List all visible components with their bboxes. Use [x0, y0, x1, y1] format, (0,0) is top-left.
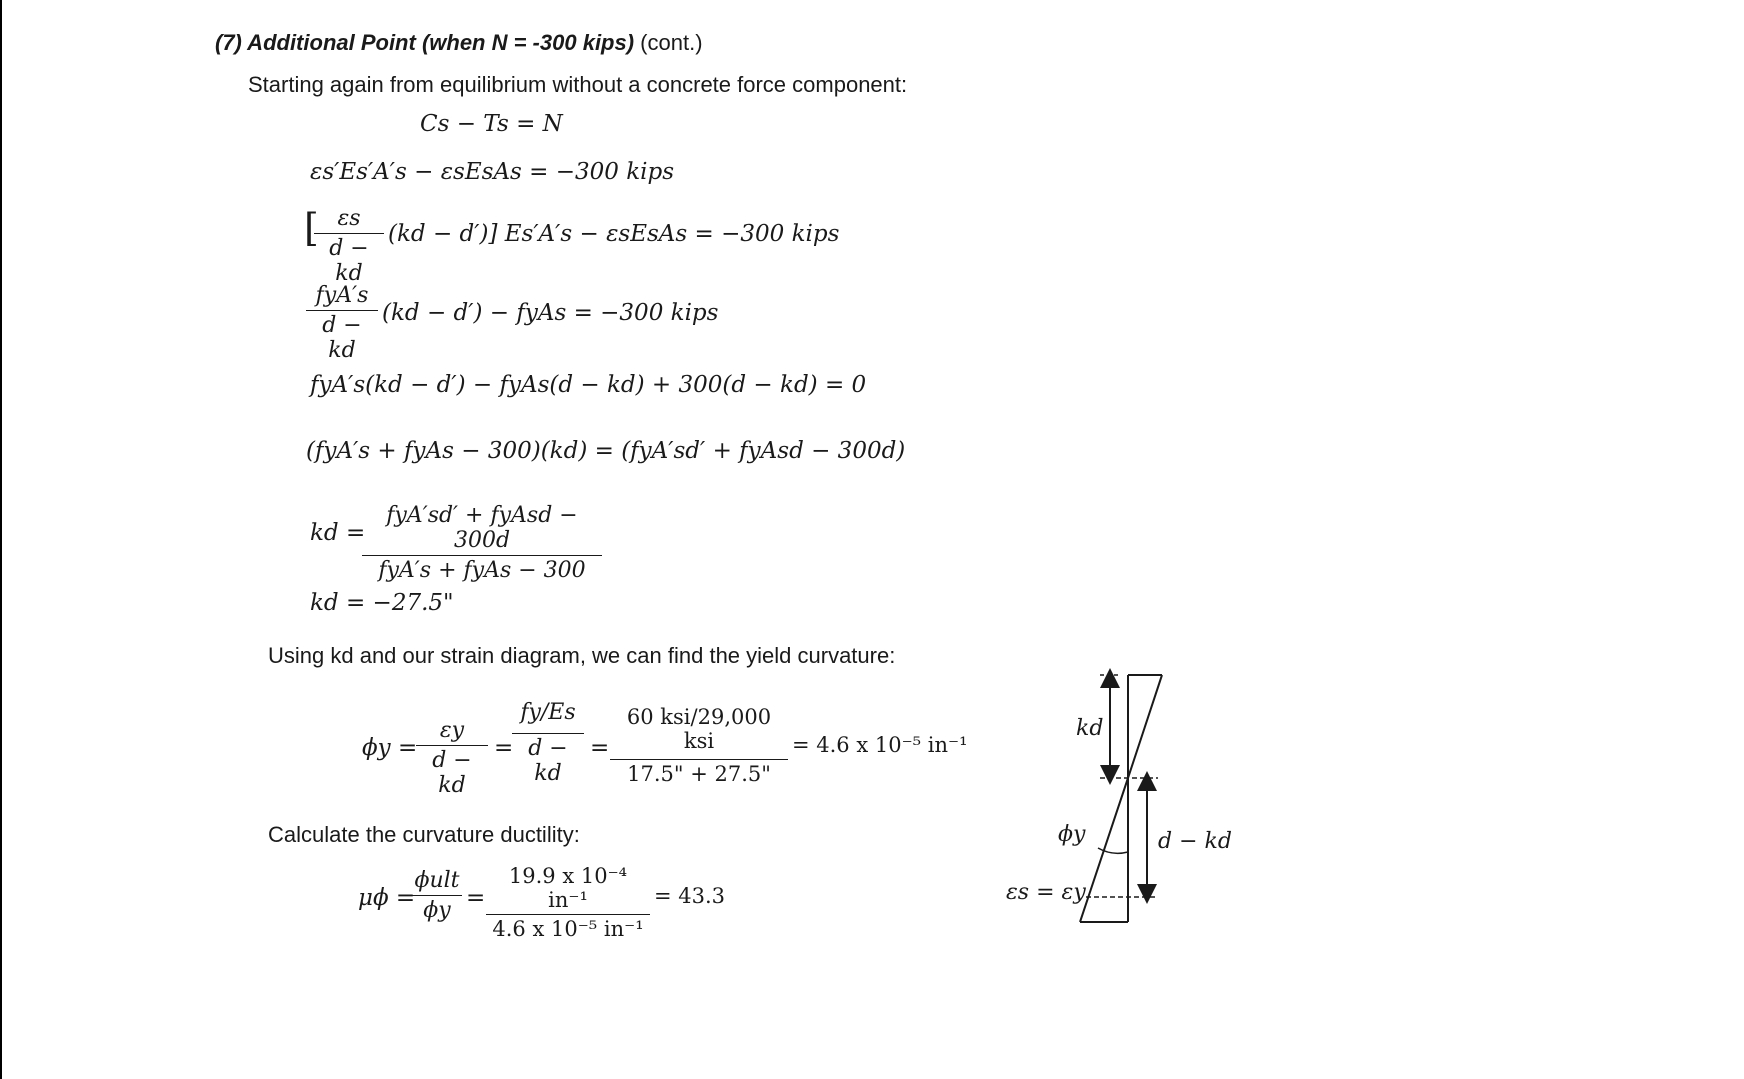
equation-1: Cs − Ts = N	[420, 111, 563, 137]
ductility-eq-equals: =	[466, 885, 486, 911]
equation-3-fraction	[314, 206, 384, 286]
diagram-label-kd: kd	[1076, 716, 1104, 741]
yield-eq-equals-1: =	[494, 735, 514, 761]
yield-curvature-text: Using kd and our strain diagram, we can find the yield curvature:	[268, 643, 896, 668]
yield-eq-f3-den: 17.5" + 27.5"	[627, 762, 771, 786]
equation-4-numerator: fyA′s	[306, 283, 378, 311]
equation-8: kd = −27.5"	[310, 590, 454, 616]
ductility-eq-f1-num: ϕult	[412, 868, 462, 896]
yield-eq-fraction-1	[416, 718, 488, 798]
section-heading	[215, 30, 703, 56]
equation-4-rest: (kd − d′) − fyAs = −300 kips	[382, 300, 719, 326]
page-left-border	[0, 0, 2, 1079]
equation-6: (fyA′s + fyAs − 300)(kd) = (fyA′sd′ + fyAsd − 300d)	[306, 438, 906, 464]
ductility-text: Calculate the curvature ductility:	[268, 822, 580, 847]
equation-3-denominator: d − kd	[329, 236, 369, 286]
diagram-label-d-kd: d − kd	[1158, 829, 1232, 854]
equation-3-rest: (kd − d′)] Es′A′s − εsEsAs = −300 kips	[388, 221, 840, 247]
yield-eq-f2-num: fy/Es	[512, 700, 584, 734]
yield-eq-fraction-3	[610, 705, 788, 786]
equation-7-fraction	[362, 503, 602, 583]
diagram-label-eps: εs = εy	[1006, 880, 1086, 905]
ductility-eq-f2-den: 4.6 x 10⁻⁵ in⁻¹	[492, 917, 644, 941]
ductility-eq-fraction-1	[412, 868, 462, 923]
ductility-eq-f1-den: ϕy	[423, 898, 451, 923]
strain-line-upper	[1128, 675, 1162, 778]
yield-eq-f1-num: εy	[416, 718, 488, 746]
intro-text: Starting again from equilibrium without a concrete force component:	[248, 72, 908, 97]
equation-4-denominator: d − kd	[322, 313, 362, 363]
ductility-eq-result: = 43.3	[654, 884, 726, 908]
ductility-eq-f2-num: 19.9 x 10⁻⁴ in⁻¹	[486, 864, 650, 915]
heading-main: (7) Additional Point (when N = -300 kips)	[215, 30, 635, 55]
equation-7-numerator: fyA′sd′ + fyAsd − 300d	[362, 503, 602, 556]
yield-eq-result: = 4.6 x 10⁻⁵ in⁻¹	[792, 733, 968, 757]
equation-7-lhs: kd =	[310, 520, 366, 546]
strain-line-lower	[1080, 778, 1128, 922]
yield-eq-equals-2: =	[590, 735, 610, 761]
ductility-eq-lhs: μϕ =	[358, 885, 416, 911]
yield-eq-lhs: ϕy =	[362, 735, 418, 761]
ductility-eq-fraction-2	[486, 864, 650, 941]
yield-eq-f3-num: 60 ksi/29,000 ksi	[610, 705, 788, 760]
equation-3-numerator: εs	[314, 206, 384, 234]
yield-eq-f2-den: d − kd	[528, 736, 568, 786]
equation-3-bracket: [	[304, 206, 319, 250]
equation-7-denominator: fyA′s + fyAs − 300	[378, 558, 586, 583]
yield-eq-fraction-2	[512, 700, 584, 786]
equation-2: εs′Es′A′s − εsEsAs = −300 kips	[310, 159, 675, 185]
equation-5: fyA′s(kd − d′) − fyAs(d − kd) + 300(d − kd) = 0	[310, 372, 867, 398]
equation-4-fraction	[306, 283, 378, 363]
heading-cont: (cont.)	[634, 30, 703, 55]
diagram-label-phi-y: ϕy	[1058, 822, 1086, 847]
yield-eq-f1-den: d − kd	[432, 748, 472, 798]
